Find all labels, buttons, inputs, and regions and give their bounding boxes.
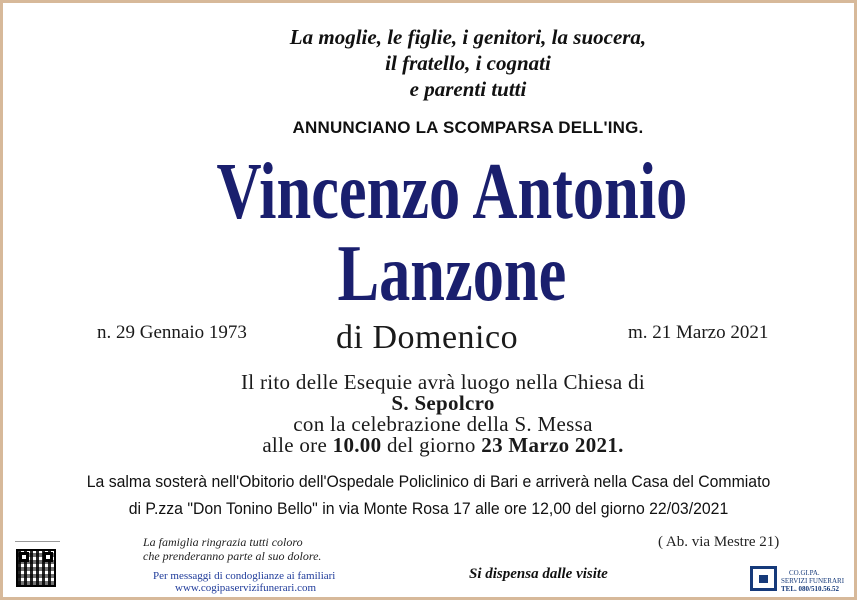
intro-line-1: La moglie, le figlie, i genitori, la suocera, — [289, 25, 647, 49]
deceased-first-names: Vincenzo Antonio — [216, 148, 688, 236]
funeral-time: 10.00 — [332, 433, 382, 457]
intro-line-2: il fratello, i cognati — [385, 51, 551, 75]
contact-line-1: Per messaggi di condoglianze ai familiari — [153, 570, 336, 582]
church-name-text: S. Sepolcro — [391, 391, 495, 415]
home-address: ( Ab. via Mestre 21) — [658, 534, 780, 550]
date-prefix: del giorno — [386, 433, 476, 457]
thanks-line-1: La famiglia ringrazia tutti coloro — [143, 535, 303, 549]
death-date: m. 21 Marzo 2021 — [628, 322, 769, 343]
company-info — [781, 569, 851, 593]
funeral-date: 23 Marzo 2021. — [481, 433, 624, 457]
notice-line-2: di P.zza "Don Tonino Bello" in via Monte Rosa 17 alle ore 12,00 del giorno 22/03/2021 — [128, 499, 729, 518]
company-logo-icon — [750, 566, 777, 591]
company-tagline: SERVIZI FUNERARI — [781, 577, 845, 585]
company-phone: TEL. 080/510.56.52 — [781, 585, 839, 593]
deceased-surname-wrap — [3, 231, 854, 317]
deceased-name — [3, 149, 854, 235]
notice-block — [3, 468, 854, 522]
qr-divider — [15, 541, 60, 542]
thanks-line-2: che prenderanno parte al suo dolore. — [143, 549, 322, 563]
no-visits-note: Si dispensa dalle visite — [469, 566, 608, 582]
intro-line-3: e parenti tutti — [409, 77, 527, 101]
father-name: di Domenico — [336, 319, 519, 356]
deceased-surname: Lanzone — [337, 230, 567, 318]
website-link[interactable]: www.cogipaservizifunerari.com — [175, 582, 317, 594]
church-name — [133, 392, 753, 414]
company-name: CO.GI.PA. — [789, 569, 820, 577]
announcement: ANNUNCIANO LA SCOMPARSA DELL'ING. — [292, 118, 644, 137]
birth-date: n. 29 Gennaio 1973 — [97, 322, 247, 343]
rite-line-1: Il rito delle Esequie avrà luogo nella Chiesa di — [241, 370, 645, 394]
time-prefix: alle ore — [262, 433, 328, 457]
rite-line-3: con la celebrazione della S. Messa — [293, 412, 593, 436]
notice-line-1: La salma sosterà nell'Obitorio dell'Ospedale Policlinico di Bari e arriverà nella Casa del Commiato — [86, 472, 771, 491]
qr-code-icon[interactable] — [16, 549, 56, 587]
rite-line-4 — [133, 434, 753, 456]
